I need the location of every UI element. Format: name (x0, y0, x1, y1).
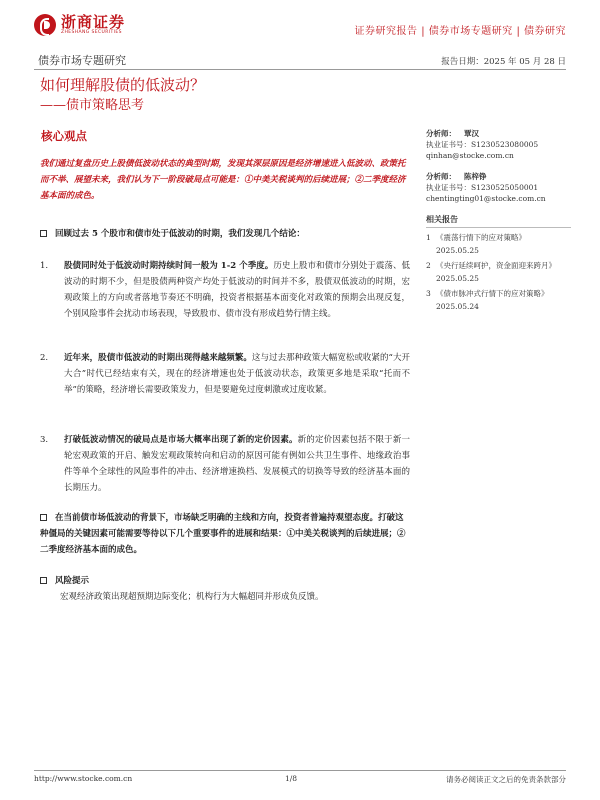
related-report-number: 1 (426, 233, 431, 242)
series-title: 债券市场专题研究 (38, 54, 126, 67)
related-report-title[interactable]: 《震荡行情下的应对策略》 (436, 233, 526, 242)
page-title: 如何理解股债的低波动？ (40, 76, 206, 94)
page-subtitle: ——债市策略思考 (40, 98, 145, 113)
related-report-date: 2025.05.25 (436, 274, 479, 283)
analyst-label: 分析师： (426, 172, 456, 181)
checkbox-bullet-icon (40, 514, 47, 521)
footer-disclaimer: 请务必阅读正文之后的免责条款部分 (446, 775, 566, 784)
related-report-date: 2025.05.24 (436, 302, 479, 311)
analyst-card (426, 128, 571, 161)
analyst-email[interactable]: qinhan@stocke.com.cn (426, 151, 514, 160)
bullet-review (40, 226, 410, 242)
related-report-item[interactable] (426, 288, 571, 312)
footer-divider (34, 770, 566, 771)
point-number: 1. (40, 261, 49, 271)
bullet-review-text: 回顾过去 5 个股市和债市处于低波动的时期，我们发现几个结论： (55, 229, 305, 239)
sidebar (426, 128, 571, 312)
brand-logo (34, 14, 125, 36)
related-report-title[interactable]: 《债市脉冲式行情下的应对策略》 (436, 289, 549, 298)
point-number: 2. (40, 353, 49, 363)
risk-heading: 风险提示 (40, 574, 89, 586)
core-view-intro: 我们通过复盘历史上股债低波动状态的典型时期，发现其深层原因是经济增速进入低波动、政策托而不举、展望未来，我们认为下一阶段破局点可能是：①中美关税谈判的后续进展；②二季度经济基本面的成色。 (40, 159, 406, 201)
point-lead: 股债同时处于低波动时期持续时间一般为 1-2 个季度。 (64, 261, 274, 271)
related-report-number: 2 (426, 261, 431, 270)
core-view-heading: 核心观点 (41, 129, 87, 143)
bullet-outlook (40, 510, 410, 558)
risk-text: 宏观经济政策出现超预期边际变化；机构行为大幅超同并形成负反馈。 (60, 592, 324, 602)
brand-name-cn: 浙商证券 (61, 13, 126, 31)
point-body: 新的定价因素包括不限于新一轮宏观政策的开启、触发宏观政策转向和启动的原因可能有例如公共卫生事件、地缘政治事件等单个全球性的风险事件的冲击、经济增速换档、发展模式的切换等导致的经济基本面的长期压力。 (64, 435, 410, 493)
point-body: 这与过去那种政策大幅宽松或收紧的“大开大合”时代已经结束有关，现在的经济增速也处于低波动状态，政策更多地是采取“托而不举”的策略，经济增长需要政策发力，但是要避免过度刺激或过度收紧。 (64, 353, 410, 395)
analyst-name: 陈梓铮 (464, 172, 487, 181)
footer-url[interactable]: http://www.stocke.com.cn (34, 774, 133, 783)
header-bar (34, 52, 566, 70)
analyst-cert: 执业证书号：S1230525050001 (426, 183, 539, 192)
analyst-card (426, 171, 571, 204)
point-1 (40, 258, 410, 322)
bullet-outlook-tail: ①中美关税谈判的后续进展；②二季度经济基本面的成色。 (40, 529, 406, 555)
point-body: 历史上股市和债市分别处于震荡、低波动的时期不少，但是股债两种资产均处于低波动的时间并不多，股债双低波动的时期，宏观政策上的方向或者落地节奏还不明确，投资者根据基本面变化对政策的预期会出现反复，个别风险事件会扰动市场表现，导致股市、债市没有形成趋势行情主线。 (64, 261, 410, 319)
related-report-item[interactable] (426, 232, 571, 256)
brand-emblem-icon (34, 14, 56, 36)
analyst-cert: 执业证书号：S1230523080005 (426, 140, 539, 149)
checkbox-bullet-icon (40, 577, 47, 584)
bullet-outlook-lead: 在当前债市场低波动的背景下，市场缺乏明确的主线和方向，投资者普遍持观望态度。打破这种僵局的关键因素可能需要等待以下几个重要事件的进展和结果： (40, 513, 404, 539)
analyst-name: 覃汉 (464, 129, 479, 138)
related-report-date: 2025.05.25 (436, 246, 479, 255)
checkbox-bullet-icon (40, 230, 47, 237)
analyst-label: 分析师： (426, 129, 456, 138)
core-view-section (40, 128, 410, 204)
point-number: 3. (40, 435, 49, 445)
point-lead: 打破低波动情况的破局点是市场大概率出现了新的定价因素。 (64, 435, 298, 445)
point-lead: 近年来，股债市低波动的时期出现得越来越频繁。 (64, 353, 252, 363)
analyst-email[interactable]: chentingting01@stocke.com.cn (426, 194, 546, 203)
report-date: 报告日期：2025 年 05 月 28 日 (441, 57, 566, 67)
related-report-title[interactable]: 《央行延续呵护，资金面迎来跨月》 (436, 261, 556, 270)
related-reports-heading: 相关报告 (426, 214, 571, 228)
page-number: 1/8 (285, 774, 298, 783)
related-report-item[interactable] (426, 260, 571, 284)
brand-name-en: ZHESHANG SECURITIES (61, 30, 122, 35)
point-2 (40, 350, 410, 398)
related-report-number: 3 (426, 289, 431, 298)
report-category-nav: 证券研究报告 | 债券市场专题研究 | 债券研究 (354, 26, 566, 37)
point-3 (40, 432, 410, 496)
